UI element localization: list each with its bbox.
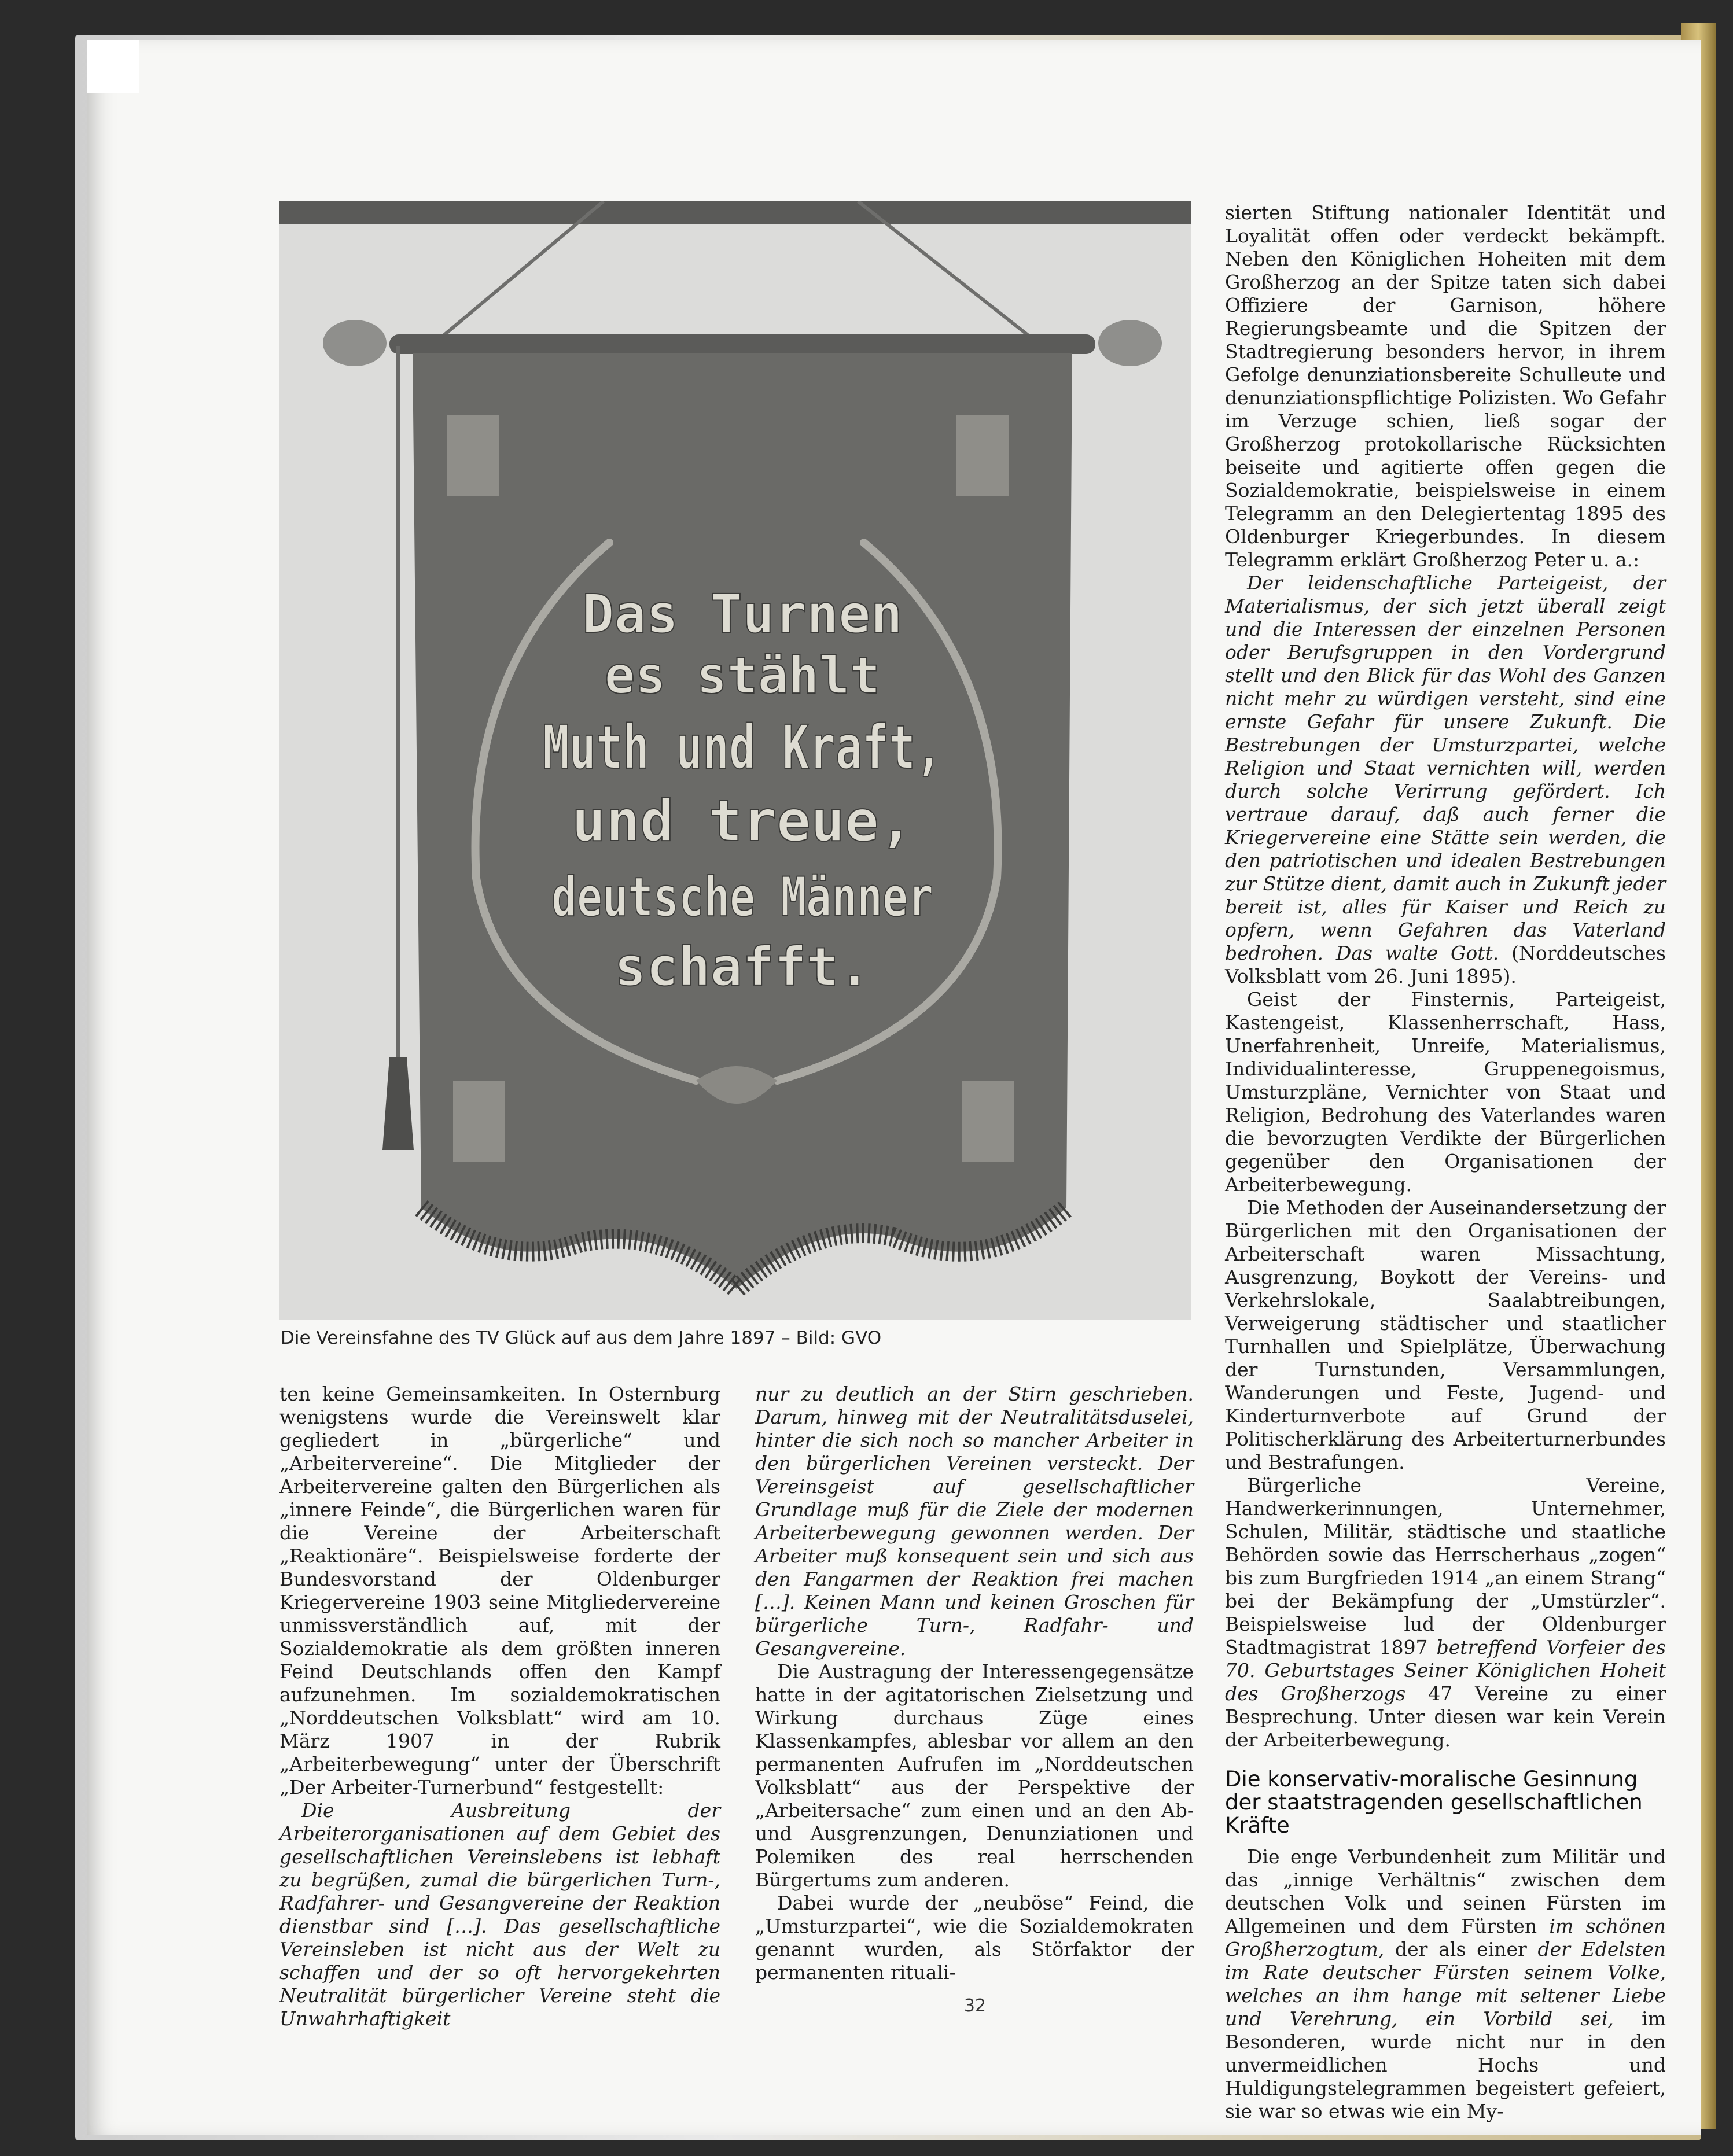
text-column-right xyxy=(1225,201,1666,2123)
banner-line-1: Das Turnen xyxy=(582,583,903,645)
quote-source: (Norddeutsches Volksblatt vom 26. Juni 1895). xyxy=(1225,942,1666,987)
text-column-left xyxy=(279,1383,720,2030)
quotation xyxy=(1225,572,1666,988)
paragraph: Die Austragung der Interessengegensätze hatte in der agitatorischen Zielsetzung und Wirkung durchaus Züge eines Klassenkampfes, ablesbar vor allem an den permanenten Aufrufen im „Norddeutschen Volksblatt“ aus der Perspektive der „Arbeitersache“ zum einen und an den Ab- und Ausgrenzungen, Denunziationen und Polemiken des real herrschenden Bürgertums zum anderen. xyxy=(755,1660,1194,1891)
banner-line-4: und treue, xyxy=(571,788,914,854)
paragraph: Dabei wurde der „neuböse“ Feind, die „Umsturzpartei“, wie die Sozialdemokraten genannt wurden, als Störfaktor der permanenten rituali- xyxy=(755,1892,1194,1984)
text-run: der als einer xyxy=(1384,1938,1538,1960)
figure-caption: Die Vereinsfahne des TV Glück auf aus dem Jahre 1897 – Bild: GVO xyxy=(281,1328,882,1348)
banner-line-3: Muth und Kraft, xyxy=(543,712,942,783)
paragraph: Geist der Finsternis, Parteigeist, Kastengeist, Klassenherrschaft, Hass, Unerfahrenheit, Unreife, Materialismus, Individualinteresse, Gruppenegoismus, Umsturzpläne, Vernichter von Staat und Religion, Bedrohung des Vaterlandes waren die bevorzugten Verdikte der Bürgerlichen gegenüber den Organisationen der Arbeiterbewegung. xyxy=(1225,988,1666,1196)
banner-line-5: deutsche Männer xyxy=(551,866,933,929)
banner-line-2: es stählt xyxy=(604,646,881,705)
paragraph: Die Methoden der Auseinandersetzung der Bürgerlichen mit den Organisationen der Arbeiterschaft waren Missachtung, Ausgrenzung, Boykott der Vereins- und Verkehrslokale, Saalabtreibungen, Verweigerung städtischer und staatlicher Turnhallen und Spielplätze, Überwachung der Turnstunden, Versammlungen, Wanderungen und Feste, Jugend- und Kinderturnverbote auf Grund der Politischerklärung des Arbeiterturnerbundes und Bestrafungen. xyxy=(1225,1196,1666,1473)
paragraph xyxy=(1225,1845,1666,2123)
page-number: 32 xyxy=(963,1996,987,2016)
section-heading: Die konservativ-moralische Gesinnung der staatstragenden gesellschaftlichen Kräfte xyxy=(1225,1767,1643,1838)
text-run-italic: betreffend Vorfeier des 70. Geburtstages Seiner Königlichen Hoheit des Großherzogs xyxy=(1225,1636,1666,1705)
quotation: nur zu deutlich an der Stirn geschrieben. Darum, hinweg mit der Neutralitätsduselei, hinter die sich noch so mancher Arbeiter in den bürgerlichen Vereinen versteckt. Der Vereinsgeist auf gesellschaftlicher Grundlage muß für die Ziele der modernen Arbeiterbewegung gewonnen werden. Der Arbeiter muß konsequent sein und sich aus den Fangarmen der Reaktion frei machen […]. Keinen Mann und keinen Groschen für bürgerliche Turn-, Radfahr- und Gesangvereine. xyxy=(755,1383,1194,1660)
banner-photo xyxy=(279,201,1191,1320)
text-run-italic: der Edelsten im Rate deutscher Fürsten seinem Volke, welches an ihm hange mit seltener Liebe und Verehrung, ein Vorbild sei, xyxy=(1225,1938,1666,2030)
text-run-italic: im schönen Großherzogtum, xyxy=(1225,1915,1666,1960)
paragraph: sierten Stiftung nationaler Identität und Loyalität offen oder verdeckt bekämpft. Neben den Königlichen Hoheiten mit dem Großherzog an der Spitze taten sich dabei Offiziere der Garnison, höhere Regierungsbeamte und die Spitzen der Stadtregierung besonders hervor, in ihrem Gefolge denunziationsbereite Schulleute und denunziationspflichtige Polizisten. Wo Gefahr im Verzuge schien, ließ sogar der Großherzog protokollarische Rücksichten beiseite und agitierte offen gegen die Sozialdemokratie, beispielsweise in einem Telegramm an den Delegiertentag 1895 des Oldenburger Kriegerbundes. In diesem Telegramm erklärt Großherzog Peter u. a.: xyxy=(1225,201,1666,571)
text-column-middle xyxy=(755,1383,1194,1984)
quote-text: Der leidenschaftliche Parteigeist, der Materialismus, der sich jetzt überall zeigt und die Interessen der einzelnen Personen oder Berufsgruppen in den Vordergrund stellt und den Blick für das Wohl des Ganzen nicht mehr zu würdigen versteht, sind eine ernste Gefahr für unsere Zukunft. Die Bestrebungen der Umsturzpartei, welche Religion und Staat vernichten will, werden durch solche Verirrung gefördert. Ich vertraue darauf, daß auch ferner die Kriegervereine eine Stätte sein werden, die den patriotischen und idealen Bestrebungen zur Stütze dient, damit auch in Zukunft jeder bereit ist, alles für Kaiser und Reich zu opfern, wenn Gefahren das Vaterland bedrohen. Das walte Gott. xyxy=(1225,572,1666,964)
text-run: Bürgerliche Vereine, Handwerkerinnungen, Unternehmer, Schulen, Militär, städtische und staatliche Behörden sowie das Herrscherhaus „zogen“ bis zum Burgfrieden 1914 „an einem Strang“ bei der Bekämpfung der „Umstürzler“. Beispielsweise lud der Oldenburger Stadtmagistrat 1897 xyxy=(1225,1474,1666,1659)
quotation: Die Ausbreitung der Arbeiterorganisationen auf dem Gebiet des gesellschaftlichen Vereinslebens ist lebhaft zu begrüßen, zumal die bürgerlichen Turn-, Radfahrer- und Gesangvereine der Reaktion dienstbar sind […]. Das gesellschaftliche Vereinsleben ist nicht aus der Welt zu schaffen und der so oft hervorgekehrten Neutralität bürgerlicher Vereine steht die Unwahrhaftigkeit xyxy=(279,1799,720,2030)
text-run: Die enge Verbundenheit zum Militär und das „innige Verhältnis“ zwischen dem deutschen Volk und seinen Fürsten im Allgemeinen und dem Fürsten xyxy=(1225,1845,1666,1937)
text-run: 47 Vereine zu einer Besprechung. Unter diesen war kein Verein der Arbeiterbewegung. xyxy=(1225,1682,1666,1751)
paragraph: ten keine Gemeinsamkeiten. In Osternburg wenigstens wurde die Vereinswelt klar gegliedert in „bürgerliche“ und „Arbeitervereine“. Die Mitglieder der Arbeitervereine galten den Bürgerlichen als „innere Feinde“, die Bürgerlichen waren für die Vereine der Arbeiterschaft „Reaktionäre“. Beispielsweise forderte der Bundesvorstand der Oldenburger Kriegervereine 1903 seine Mitgliedervereine unmissverständlich auf, mit der Sozialdemokratie als dem größten inneren Feind Deutschlands offen den Kampf aufzunehmen. Im sozialdemokratischen „Norddeutschen Volksblatt“ wird am 10. März 1907 in der Rubrik „Arbeiterbewegung“ unter der Überschrift „Der Arbeiter-Turnerbund“ festgestellt: xyxy=(279,1383,720,1798)
club-banner-image xyxy=(279,201,1191,1320)
paragraph xyxy=(1225,1474,1666,1752)
banner-line-6: schafft. xyxy=(614,936,871,998)
scan-corner xyxy=(87,40,139,93)
text-run: im Besonderen, wurde nicht nur in den unvermeidlichen Hochs und Huldigungstelegrammen begeistert gefeiert, sie war so etwas wie ein My- xyxy=(1225,2007,1666,2122)
